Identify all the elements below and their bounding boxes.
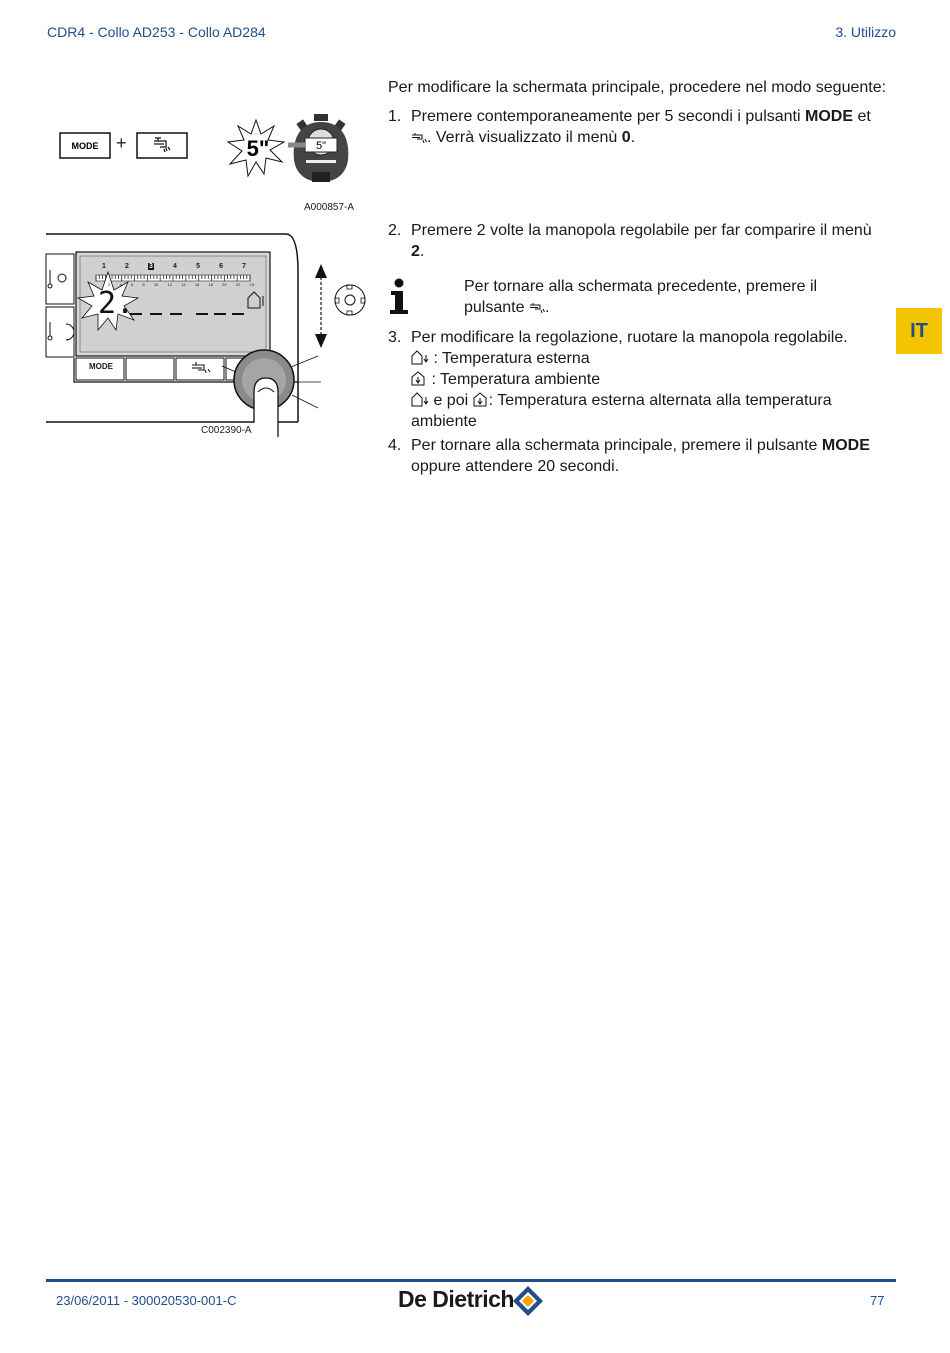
step-3-number: 3. xyxy=(388,329,402,346)
footer-divider xyxy=(46,1279,896,1282)
svg-text:5": 5" xyxy=(315,140,327,152)
page-number: 77 xyxy=(870,1293,885,1308)
hour-label: 4 xyxy=(173,263,177,270)
hot-water-icon xyxy=(529,302,545,314)
hot-water-button-illustration xyxy=(136,132,188,160)
hour-tick-label: 6 xyxy=(130,282,134,287)
figure-2-code: C002390-A xyxy=(201,425,252,436)
panel-mode-button: MODE xyxy=(89,362,113,371)
brand-logo-diamond xyxy=(512,1285,544,1317)
hour-tick-label: 18 xyxy=(208,282,213,287)
hour-label: 6 xyxy=(219,263,223,270)
intro-text: Per modificare la schermata principale, procedere nel modo seguente: xyxy=(388,79,887,96)
header-section: 3. Utilizzo xyxy=(835,24,896,40)
hour-label: 7 xyxy=(242,263,246,270)
hot-water-icon xyxy=(411,132,427,144)
step-2-number: 2. xyxy=(388,222,402,239)
hour-label-selected: 3 xyxy=(149,263,153,270)
hour-tick-label: 4 xyxy=(119,282,122,287)
indoor-temperature-icon xyxy=(473,392,489,407)
info-note-text: Per tornare alla schermata precedente, premere il pulsante . xyxy=(464,278,818,316)
panel-tap-icon xyxy=(190,361,214,375)
hour-label: 1 xyxy=(102,263,106,270)
hour-tick-label: 8 xyxy=(142,282,145,287)
starburst-5-seconds xyxy=(226,118,286,178)
brand-logo-text: De Dietrich xyxy=(398,1286,514,1312)
hour-tick-label: 20 xyxy=(222,282,227,287)
step-2-text: Premere 2 volte la manopola regolabile per far comparire il menù 2. xyxy=(411,222,872,260)
mode-button-illustration xyxy=(59,132,111,160)
header-title: CDR4 - Collo AD253 - Collo AD284 xyxy=(47,24,266,40)
hour-tick-label: 14 xyxy=(181,282,186,287)
hour-tick-label: 24 xyxy=(249,282,254,287)
hour-tick-label: 10 xyxy=(153,282,159,287)
stopwatch-icon xyxy=(288,112,354,186)
hour-label: 2 xyxy=(125,263,129,270)
footer-doc-ref: 23/06/2011 - 300020530-001-C xyxy=(56,1293,237,1308)
step-1-number: 1. xyxy=(388,108,402,125)
info-icon xyxy=(388,278,412,316)
plus-sign: + xyxy=(116,133,127,153)
step-1-text: Premere contemporaneamente per 5 secondi i pulsanti MODE et . Verrà visualizzato il menù 0. xyxy=(411,108,871,146)
hour-tick-label: 2 xyxy=(108,282,111,287)
svg-text:5": 5" xyxy=(246,136,270,161)
indoor-temperature-icon xyxy=(411,371,427,386)
outdoor-temperature-icon xyxy=(411,350,429,365)
hour-tick-label: 22 xyxy=(235,282,241,287)
outdoor-temperature-icon xyxy=(411,392,429,407)
mode-button-label: MODE xyxy=(71,141,99,151)
step-4-number: 4. xyxy=(388,437,402,454)
step-3-text: Per modificare la regolazione, ruotare la manopola regolabile. : Temperatura esterna : Temperatura ambiente e poi : Temperatura esterna alternata alla temperatura ambiente xyxy=(411,329,848,430)
language-tab[interactable]: IT xyxy=(896,308,942,354)
hour-tick-label: 12 xyxy=(167,282,172,287)
hour-labels-top xyxy=(102,263,246,270)
hour-tick-label: 16 xyxy=(194,282,200,287)
step-4-text: Per tornare alla schermata principale, premere il pulsante MODE oppure attendere 20 secondi. xyxy=(411,437,870,475)
display-menu-digit: 2. xyxy=(98,286,135,321)
hour-label: 5 xyxy=(196,263,200,270)
figure-1-code: A000857-A xyxy=(304,202,355,213)
